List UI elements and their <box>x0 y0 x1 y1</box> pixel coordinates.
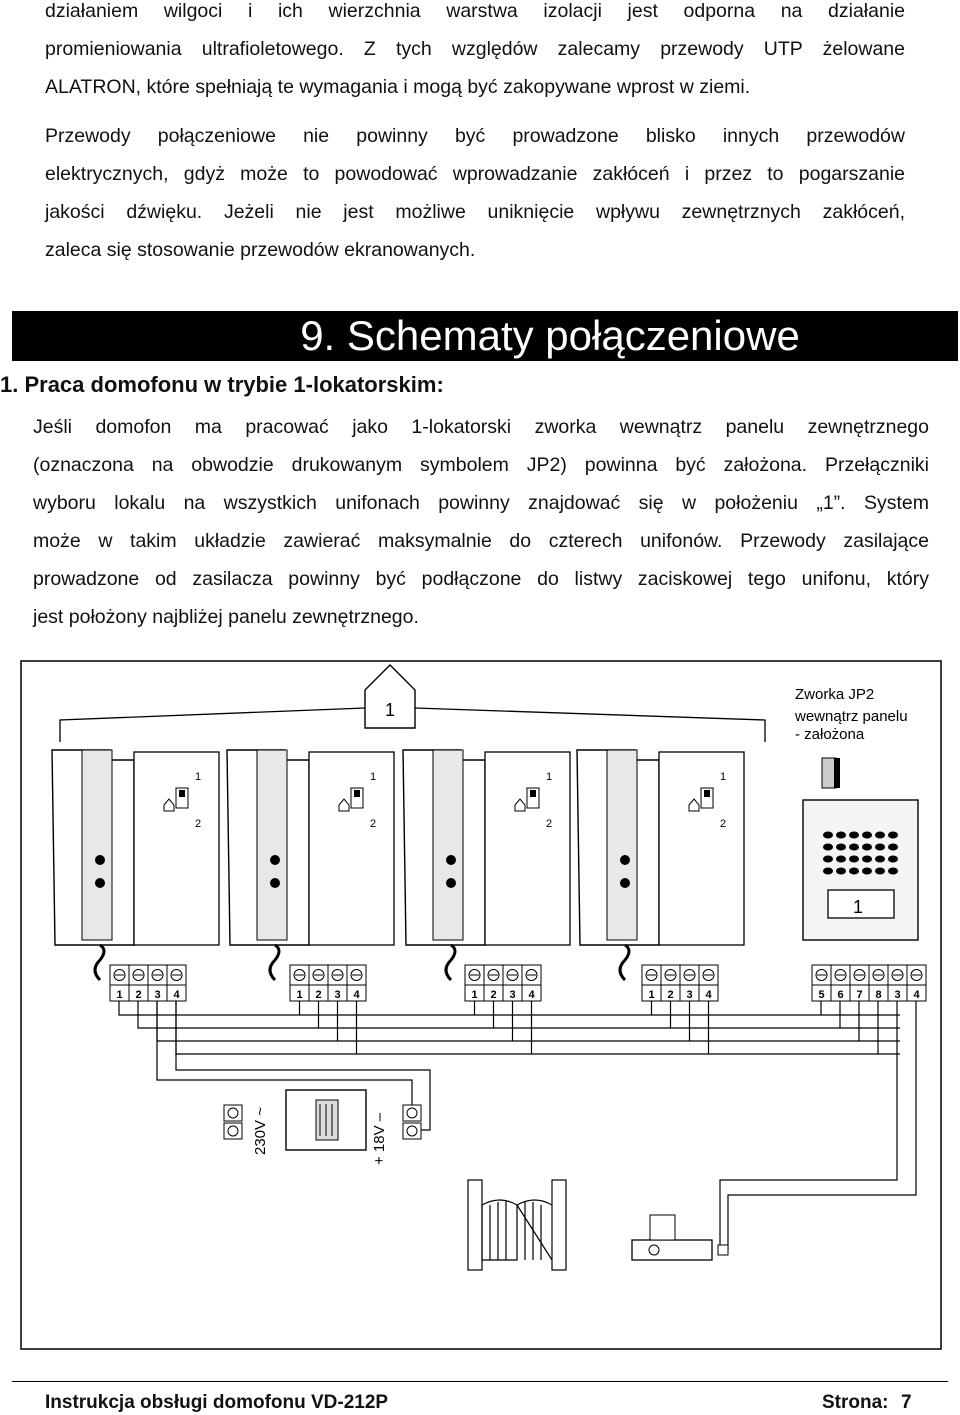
terminal-label: 8 <box>875 989 882 1001</box>
switch-pos-top: 1 <box>195 771 202 783</box>
terminal-label: 3 <box>509 989 516 1001</box>
terminal-label: 4 <box>705 989 712 1001</box>
terminal-label: 3 <box>154 989 161 1001</box>
address-panel <box>134 752 219 945</box>
description-paragraph <box>33 408 929 636</box>
jumper-note <box>794 686 908 788</box>
intercom-unit <box>577 750 744 980</box>
house-icon <box>365 665 415 728</box>
gate-icon <box>468 1180 566 1270</box>
text-line: jest położony najbliżej panelu zewnętrznego. <box>33 606 419 628</box>
terminal-label: 4 <box>528 989 535 1001</box>
terminal-label: 2 <box>667 989 674 1001</box>
page-label: Strona: <box>822 1392 889 1413</box>
subsection-heading: 1. Praca domofonu w trybie 1-lokatorskim: <box>0 372 444 397</box>
terminal-label: 4 <box>913 989 920 1001</box>
terminal-strip <box>465 965 541 1001</box>
wiring-diagram <box>20 660 942 1350</box>
switch-pos-top: 1 <box>370 771 377 783</box>
outdoor-panel <box>803 800 918 940</box>
text-line: elektrycznych, gdyż może to powodować wprowadzanie zakłóceń i przez to pogarszanie <box>45 163 905 185</box>
terminal-label: 4 <box>353 989 360 1001</box>
section-header-bar <box>12 311 958 361</box>
terminal-label: 4 <box>173 989 180 1001</box>
switch-pos-bottom: 2 <box>370 818 377 830</box>
terminal-strip <box>642 965 718 1001</box>
footer-title: Instrukcja obsługi domofonu VD-212P <box>45 1392 389 1413</box>
intercom-unit <box>52 750 219 980</box>
intercom-unit <box>403 750 570 980</box>
switch-pos-bottom: 2 <box>195 818 202 830</box>
terminal-label: 1 <box>471 989 478 1001</box>
terminal-label: 1 <box>116 989 123 1001</box>
intro-paragraph <box>45 0 905 106</box>
terminal-label: 1 <box>296 989 303 1001</box>
terminal-label: 3 <box>894 989 901 1001</box>
text-line: działaniem wilgoci i ich wierzchnia warstwa izolacji jest odporna na działanie <box>45 0 905 22</box>
text-line: prowadzone od zasilacza powinny być podłączone do listwy zaciskowej tego unifonu, który <box>33 568 929 590</box>
address-panel <box>309 752 394 945</box>
terminal-strip <box>290 965 366 1001</box>
text-line: jakości dźwięku. Jeżeli nie jest możliwe uniknięcie wpływu zewnętrznych zakłóceń, <box>45 201 905 223</box>
terminal-label: 2 <box>315 989 322 1001</box>
switch-pos-bottom: 2 <box>546 818 553 830</box>
text-line: Przewody połączeniowe nie powinny być prowadzone blisko innych przewodów <box>45 125 905 147</box>
terminal-strip <box>110 965 186 1001</box>
terminal-label: 1 <box>648 989 655 1001</box>
address-panel <box>485 752 570 945</box>
psu-output-label: + 18V – <box>371 1112 388 1165</box>
text-line: zaleca się stosowanie przewodów ekranowanych. <box>45 239 476 261</box>
terminal-strips <box>110 965 926 1001</box>
text-line: ALATRON, które spełniają te wymagania i mogą być zakopywane wprost w ziemi. <box>45 76 751 98</box>
terminal-label: 2 <box>490 989 497 1001</box>
panel-button-label: 1 <box>852 897 864 917</box>
terminal-strip <box>812 965 926 1001</box>
psu-input-label: 230V ~ <box>252 1107 269 1155</box>
jumper-note-line: Zworka JP2 <box>795 686 875 703</box>
address-panel <box>659 752 744 945</box>
terminal-label: 3 <box>334 989 341 1001</box>
door-lock-icon <box>632 1215 728 1260</box>
text-line: wyboru lokalu na wszystkich unifonach powinny znajdować się w położeniu „1”. System <box>33 492 929 514</box>
section-title: 9. Schematy połączeniowe <box>300 312 800 359</box>
jumper-note-line: wewnątrz panelu <box>795 708 908 725</box>
power-supply <box>224 1090 421 1165</box>
terminal-label: 7 <box>856 989 863 1001</box>
text-line: promieniowania ultrafioletowego. Z tych względów zalecamy przewody UTP żelowane <box>45 38 905 60</box>
terminal-label: 6 <box>837 989 844 1001</box>
jumper-icon <box>822 758 836 788</box>
text-line: może w takim układzie zawierać maksymalnie do czterech unifonów. Przewody zasilające <box>33 530 929 552</box>
text-line: Jeśli domofon ma pracować jako 1-lokatorski zworka wewnątrz panelu zewnętrznego <box>33 416 929 438</box>
switch-pos-top: 1 <box>546 771 553 783</box>
terminal-label: 5 <box>818 989 825 1001</box>
terminal-label: 2 <box>135 989 142 1001</box>
terminal-label: 3 <box>686 989 693 1001</box>
switch-pos-bottom: 2 <box>720 818 727 830</box>
page-number: 7 <box>901 1392 912 1413</box>
text-line: (oznaczona na obwodzie drukowanym symbolem JP2) powinna być założona. Przełączniki <box>33 454 929 476</box>
footer-rule <box>12 1381 948 1382</box>
house-label: 1 <box>384 700 396 720</box>
jumper-note-line: - założona <box>795 726 865 743</box>
intercom-units <box>52 750 744 980</box>
wiring-note-paragraph <box>45 117 905 269</box>
switch-pos-top: 1 <box>720 771 727 783</box>
intercom-unit <box>227 750 394 980</box>
